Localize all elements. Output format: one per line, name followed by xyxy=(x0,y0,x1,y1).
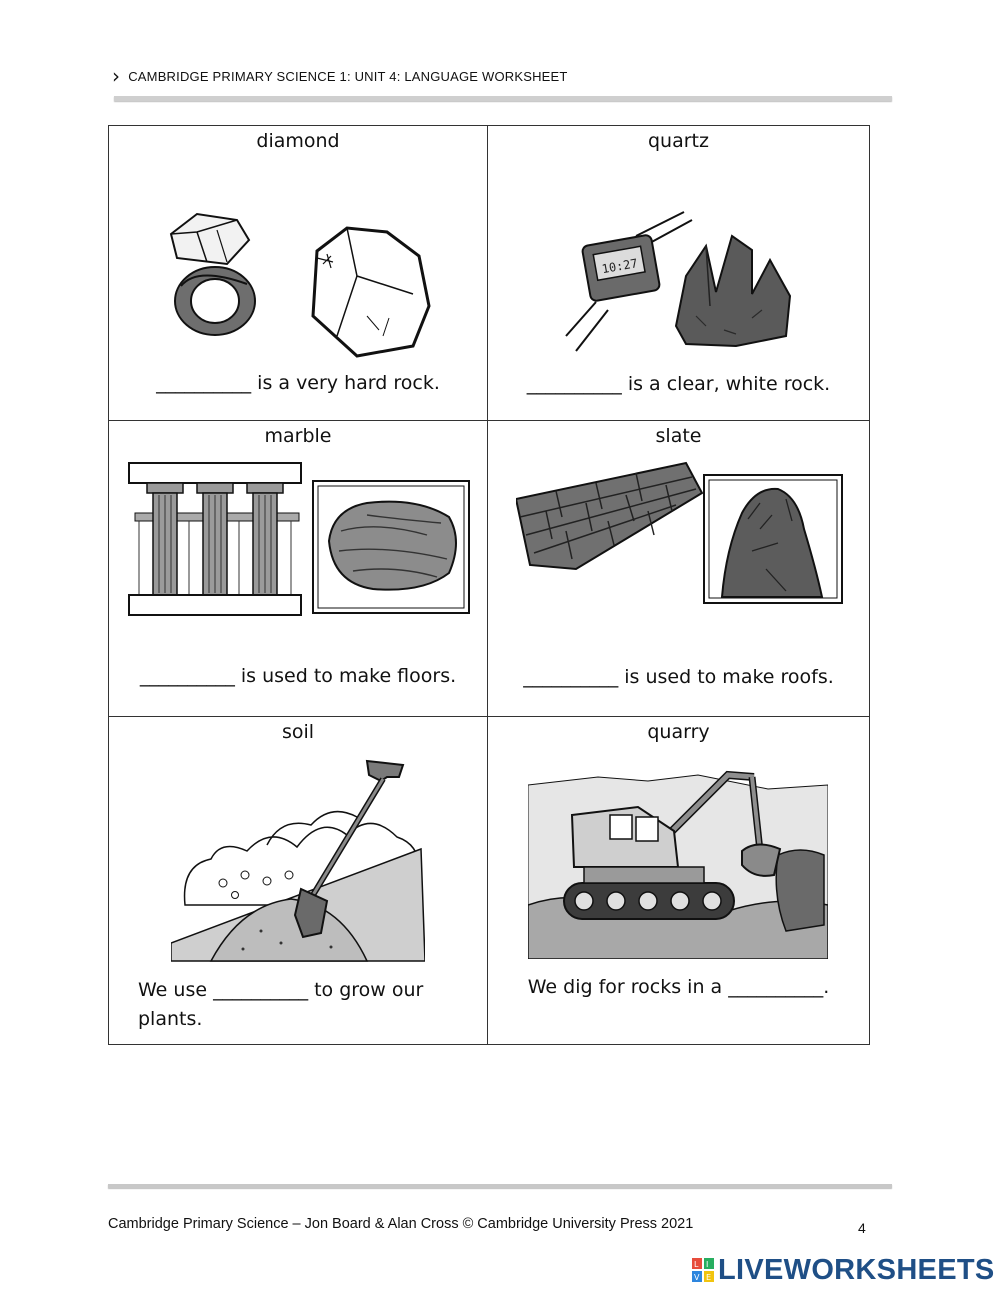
card-sentence: __________ is a very hard rock. xyxy=(156,372,440,394)
roof-and-slate-illustration xyxy=(516,459,846,609)
card-quarry xyxy=(488,717,869,1044)
card-word: quarry xyxy=(647,721,710,743)
svg-text:10:27: 10:27 xyxy=(600,256,639,277)
card-marble xyxy=(109,421,488,717)
card-word: quartz xyxy=(648,130,709,152)
vocabulary-grid xyxy=(108,125,870,1045)
page-number: 4 xyxy=(858,1220,866,1236)
card-quartz xyxy=(488,126,869,421)
card-diamond xyxy=(109,126,488,421)
liveworksheets-brand[interactable] xyxy=(692,1254,995,1286)
card-soil xyxy=(109,717,488,1044)
footer-divider xyxy=(108,1184,892,1188)
brand-name: LIVEWORKSHEETS xyxy=(718,1253,995,1286)
spade-in-soil-illustration xyxy=(171,755,425,965)
svg-text:L: L xyxy=(694,1260,699,1269)
svg-text:V: V xyxy=(694,1273,700,1282)
card-sentence: __________ is a clear, white rock. xyxy=(526,373,831,395)
card-slate xyxy=(488,421,869,717)
page-header xyxy=(112,64,892,88)
card-sentence: __________ is used to make roofs. xyxy=(523,666,834,688)
svg-text:E: E xyxy=(706,1273,712,1282)
chevron-right-icon: › xyxy=(112,64,121,88)
card-sentence: We dig for rocks in a __________. xyxy=(527,976,830,998)
card-word: soil xyxy=(281,721,315,743)
header-divider xyxy=(114,96,892,101)
card-sentence: __________ is used to make floors. xyxy=(139,665,457,687)
ring-and-diamond-illustration xyxy=(157,206,447,361)
header-title: CAMBRIDGE PRIMARY SCIENCE 1: UNIT 4: LANGUAGE WORKSHEET xyxy=(128,68,568,84)
digger-in-quarry-illustration xyxy=(528,755,828,959)
card-word: marble xyxy=(264,425,332,447)
watch-and-quartz-illustration xyxy=(556,206,806,356)
svg-text:I: I xyxy=(706,1260,709,1269)
liveworksheets-logo-icon xyxy=(692,1258,714,1282)
card-sentence: We use __________ to grow our plants. xyxy=(138,979,424,1030)
card-word: slate xyxy=(655,425,702,447)
columns-and-marble-illustration xyxy=(127,461,472,621)
card-word: diamond xyxy=(256,130,340,152)
footer-credit: Cambridge Primary Science – Jon Board & Alan Cross © Cambridge University Press 2021 xyxy=(108,1216,694,1232)
